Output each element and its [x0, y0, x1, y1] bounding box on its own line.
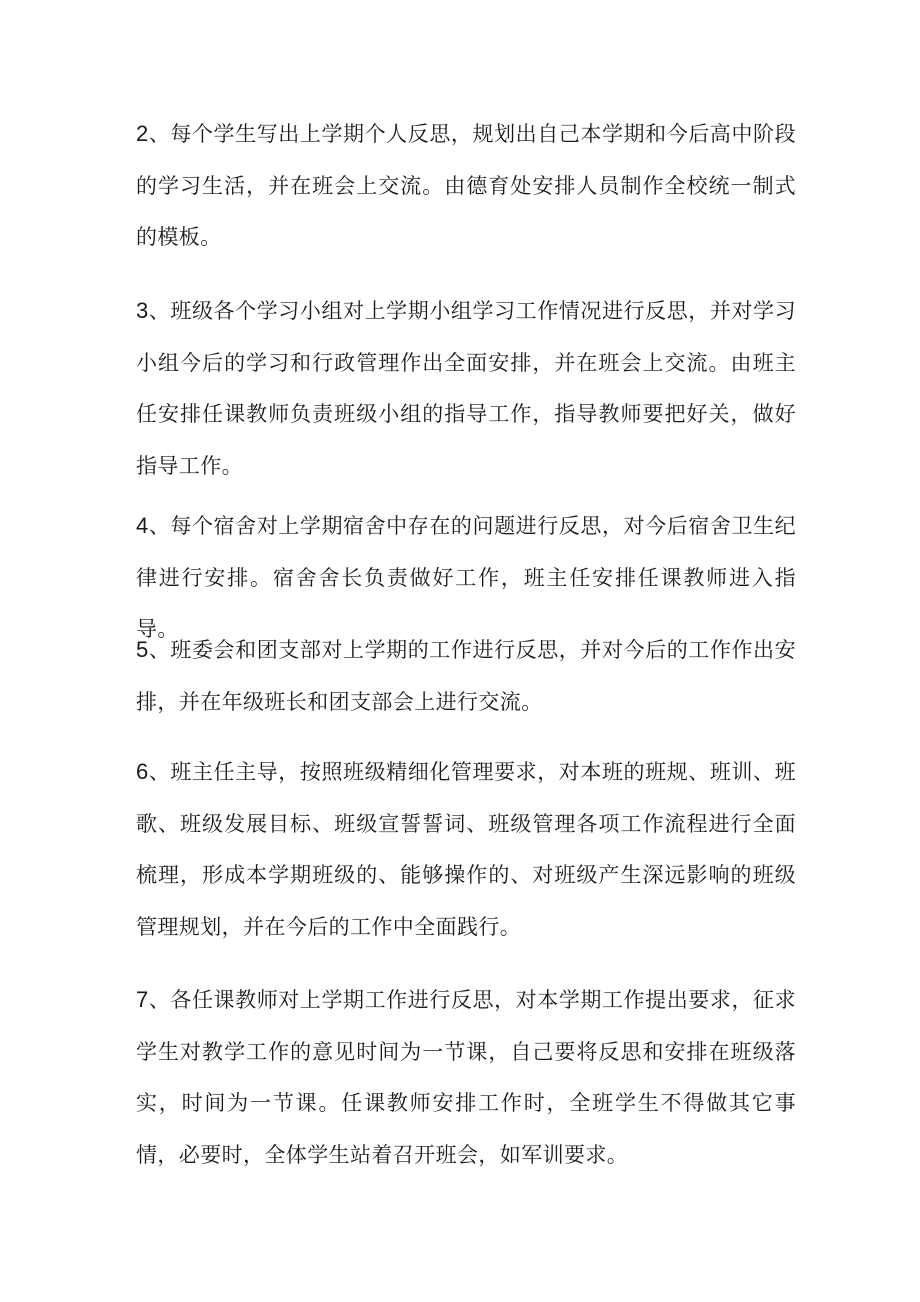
item-text: 、班级各个学习小组对上学期小组学习工作情况进行反思，并对学习小组今后的学习和行政管理作出全面安排，并在班会上交流。由班主任安排任课教师负责班级小组的指导工作，指导教师要把好关，做好指导工作。 [136, 299, 796, 478]
item-text: 、每个学生写出上学期个人反思，规划出自己本学期和今后高中阶段的学习生活，并在班会上交流。由德育处安排人员制作全校统一制式的模板。 [136, 122, 796, 249]
paragraph-item-5 [136, 624, 796, 728]
paragraph-item-7 [136, 974, 796, 1181]
item-text: 、各任课教师对上学期工作进行反思，对本学期工作提出要求，征求学生对教学工作的意见时间为一节课，自己要将反思和安排在班级落实，时间为一节课。任课教师安排工作时，全班学生不得做其它事情，必要时，全体学生站着召开班会，如军训要求。 [136, 988, 796, 1167]
item-text: 、每个宿舍对上学期宿舍中存在的问题进行反思，对今后宿舍卫生纪律进行安排。宿舍舍长负责做好工作，班主任安排任课教师进入指导。 [136, 514, 796, 641]
item-text: 、班委会和团支部对上学期的工作进行反思，并对今后的工作作出安排，并在年级班长和团支部会上进行交流。 [136, 638, 796, 714]
item-number: 3 [136, 298, 149, 323]
item-number: 2 [136, 121, 149, 146]
item-number: 6 [136, 759, 149, 784]
item-number: 7 [136, 987, 149, 1012]
paragraph-item-2 [136, 108, 796, 264]
item-number: 4 [136, 513, 149, 538]
item-number: 5 [136, 637, 149, 662]
item-text: 、班主任主导，按照班级精细化管理要求，对本班的班规、班训、班歌、班级发展目标、班级宣誓誓词、班级管理各项工作流程进行全面梳理，形成本学期班级的、能够操作的、对班级产生深远影响的班级管理规划，并在今后的工作中全面践行。 [136, 760, 796, 939]
paragraph-item-3 [136, 285, 796, 492]
paragraph-item-6 [136, 746, 796, 953]
